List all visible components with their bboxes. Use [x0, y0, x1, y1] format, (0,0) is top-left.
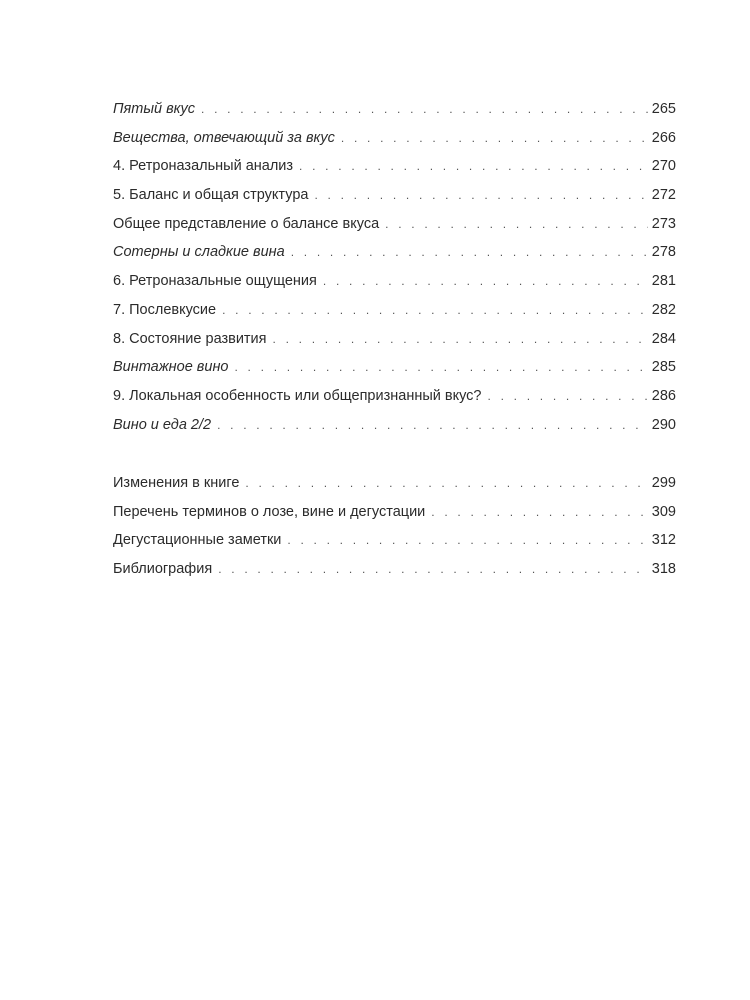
toc-entry-page: 290 — [651, 416, 676, 433]
toc-entry-title: Сотерны и сладкие вина — [113, 244, 285, 261]
toc-entry — [113, 469, 676, 498]
toc-entry — [113, 238, 676, 267]
toc-entry-page: 270 — [651, 158, 676, 175]
toc-entry — [113, 296, 676, 325]
toc-entry — [113, 411, 676, 440]
toc-entry-page: 272 — [651, 187, 676, 204]
dot-leader — [217, 411, 648, 440]
dot-leader — [431, 498, 648, 527]
toc-entry-title: 5. Баланс и общая структура — [113, 187, 309, 204]
toc-entry-title: 8. Состояние развития — [113, 330, 267, 347]
toc-entry-title: 4. Ретроназальный анализ — [113, 158, 294, 175]
toc-entry — [113, 152, 676, 181]
toc-entry — [113, 95, 676, 124]
toc-entry-page: 278 — [651, 244, 676, 261]
toc-entry-page: 265 — [651, 101, 676, 117]
toc-entry-title: Дегустационные заметки — [113, 532, 282, 549]
toc-entry-title: 7. Послевкусие — [113, 301, 217, 318]
toc-entry-page: 312 — [651, 532, 676, 549]
toc-entry-title: Вино и еда 2/2 — [113, 416, 212, 433]
toc-entry-title: Винтажное вино — [113, 359, 229, 376]
dot-leader — [222, 296, 648, 325]
toc-entry-title: Вещества, отвечающий за вкус — [113, 129, 335, 146]
toc-entry-page: 309 — [651, 503, 676, 520]
dot-leader — [234, 353, 647, 382]
dot-leader — [323, 267, 648, 296]
dot-leader — [218, 555, 648, 584]
toc-entry-page: 286 — [651, 387, 676, 404]
toc-entry-page: 299 — [651, 475, 676, 491]
toc-entry — [113, 267, 676, 296]
toc-entry — [113, 124, 676, 153]
toc-entry-title: Изменения в книге — [113, 475, 240, 491]
dot-leader — [287, 526, 647, 555]
dot-leader — [201, 95, 648, 124]
toc-entry-page: 284 — [651, 330, 676, 347]
dot-leader — [314, 181, 647, 210]
toc-entry-page: 318 — [651, 561, 676, 578]
dot-leader — [291, 238, 648, 267]
toc-entry — [113, 210, 676, 239]
dot-leader — [299, 152, 648, 181]
toc-entry — [113, 382, 676, 411]
toc-entry — [113, 325, 676, 354]
toc-entry — [113, 181, 676, 210]
toc-entry-page: 285 — [651, 359, 676, 376]
toc-entry-page: 282 — [651, 301, 676, 318]
toc-entry-page: 273 — [651, 215, 676, 232]
table-of-contents-main — [113, 95, 676, 439]
toc-entry-title: Пятый вкус — [113, 101, 196, 117]
toc-entry-page: 281 — [651, 273, 676, 290]
toc-entry — [113, 526, 676, 555]
dot-leader — [385, 210, 648, 239]
toc-entry-title: 9. Локальная особенность или общепризнанный вкус? — [113, 387, 482, 404]
toc-entry-title: Перечень терминов о лозе, вине и дегустации — [113, 503, 426, 520]
toc-entry-title: 6. Ретроназальные ощущения — [113, 273, 317, 290]
dot-leader — [245, 469, 647, 498]
toc-entry — [113, 353, 676, 382]
dot-leader — [488, 382, 648, 411]
toc-entry — [113, 555, 676, 584]
toc-entry — [113, 498, 676, 527]
dot-leader — [341, 124, 648, 153]
toc-entry-page: 266 — [651, 129, 676, 146]
toc-entry-title: Общее представление о балансе вкуса — [113, 215, 380, 232]
dot-leader — [273, 325, 648, 354]
table-of-contents-back-matter — [113, 469, 676, 584]
toc-entry-title: Библиография — [113, 561, 213, 578]
